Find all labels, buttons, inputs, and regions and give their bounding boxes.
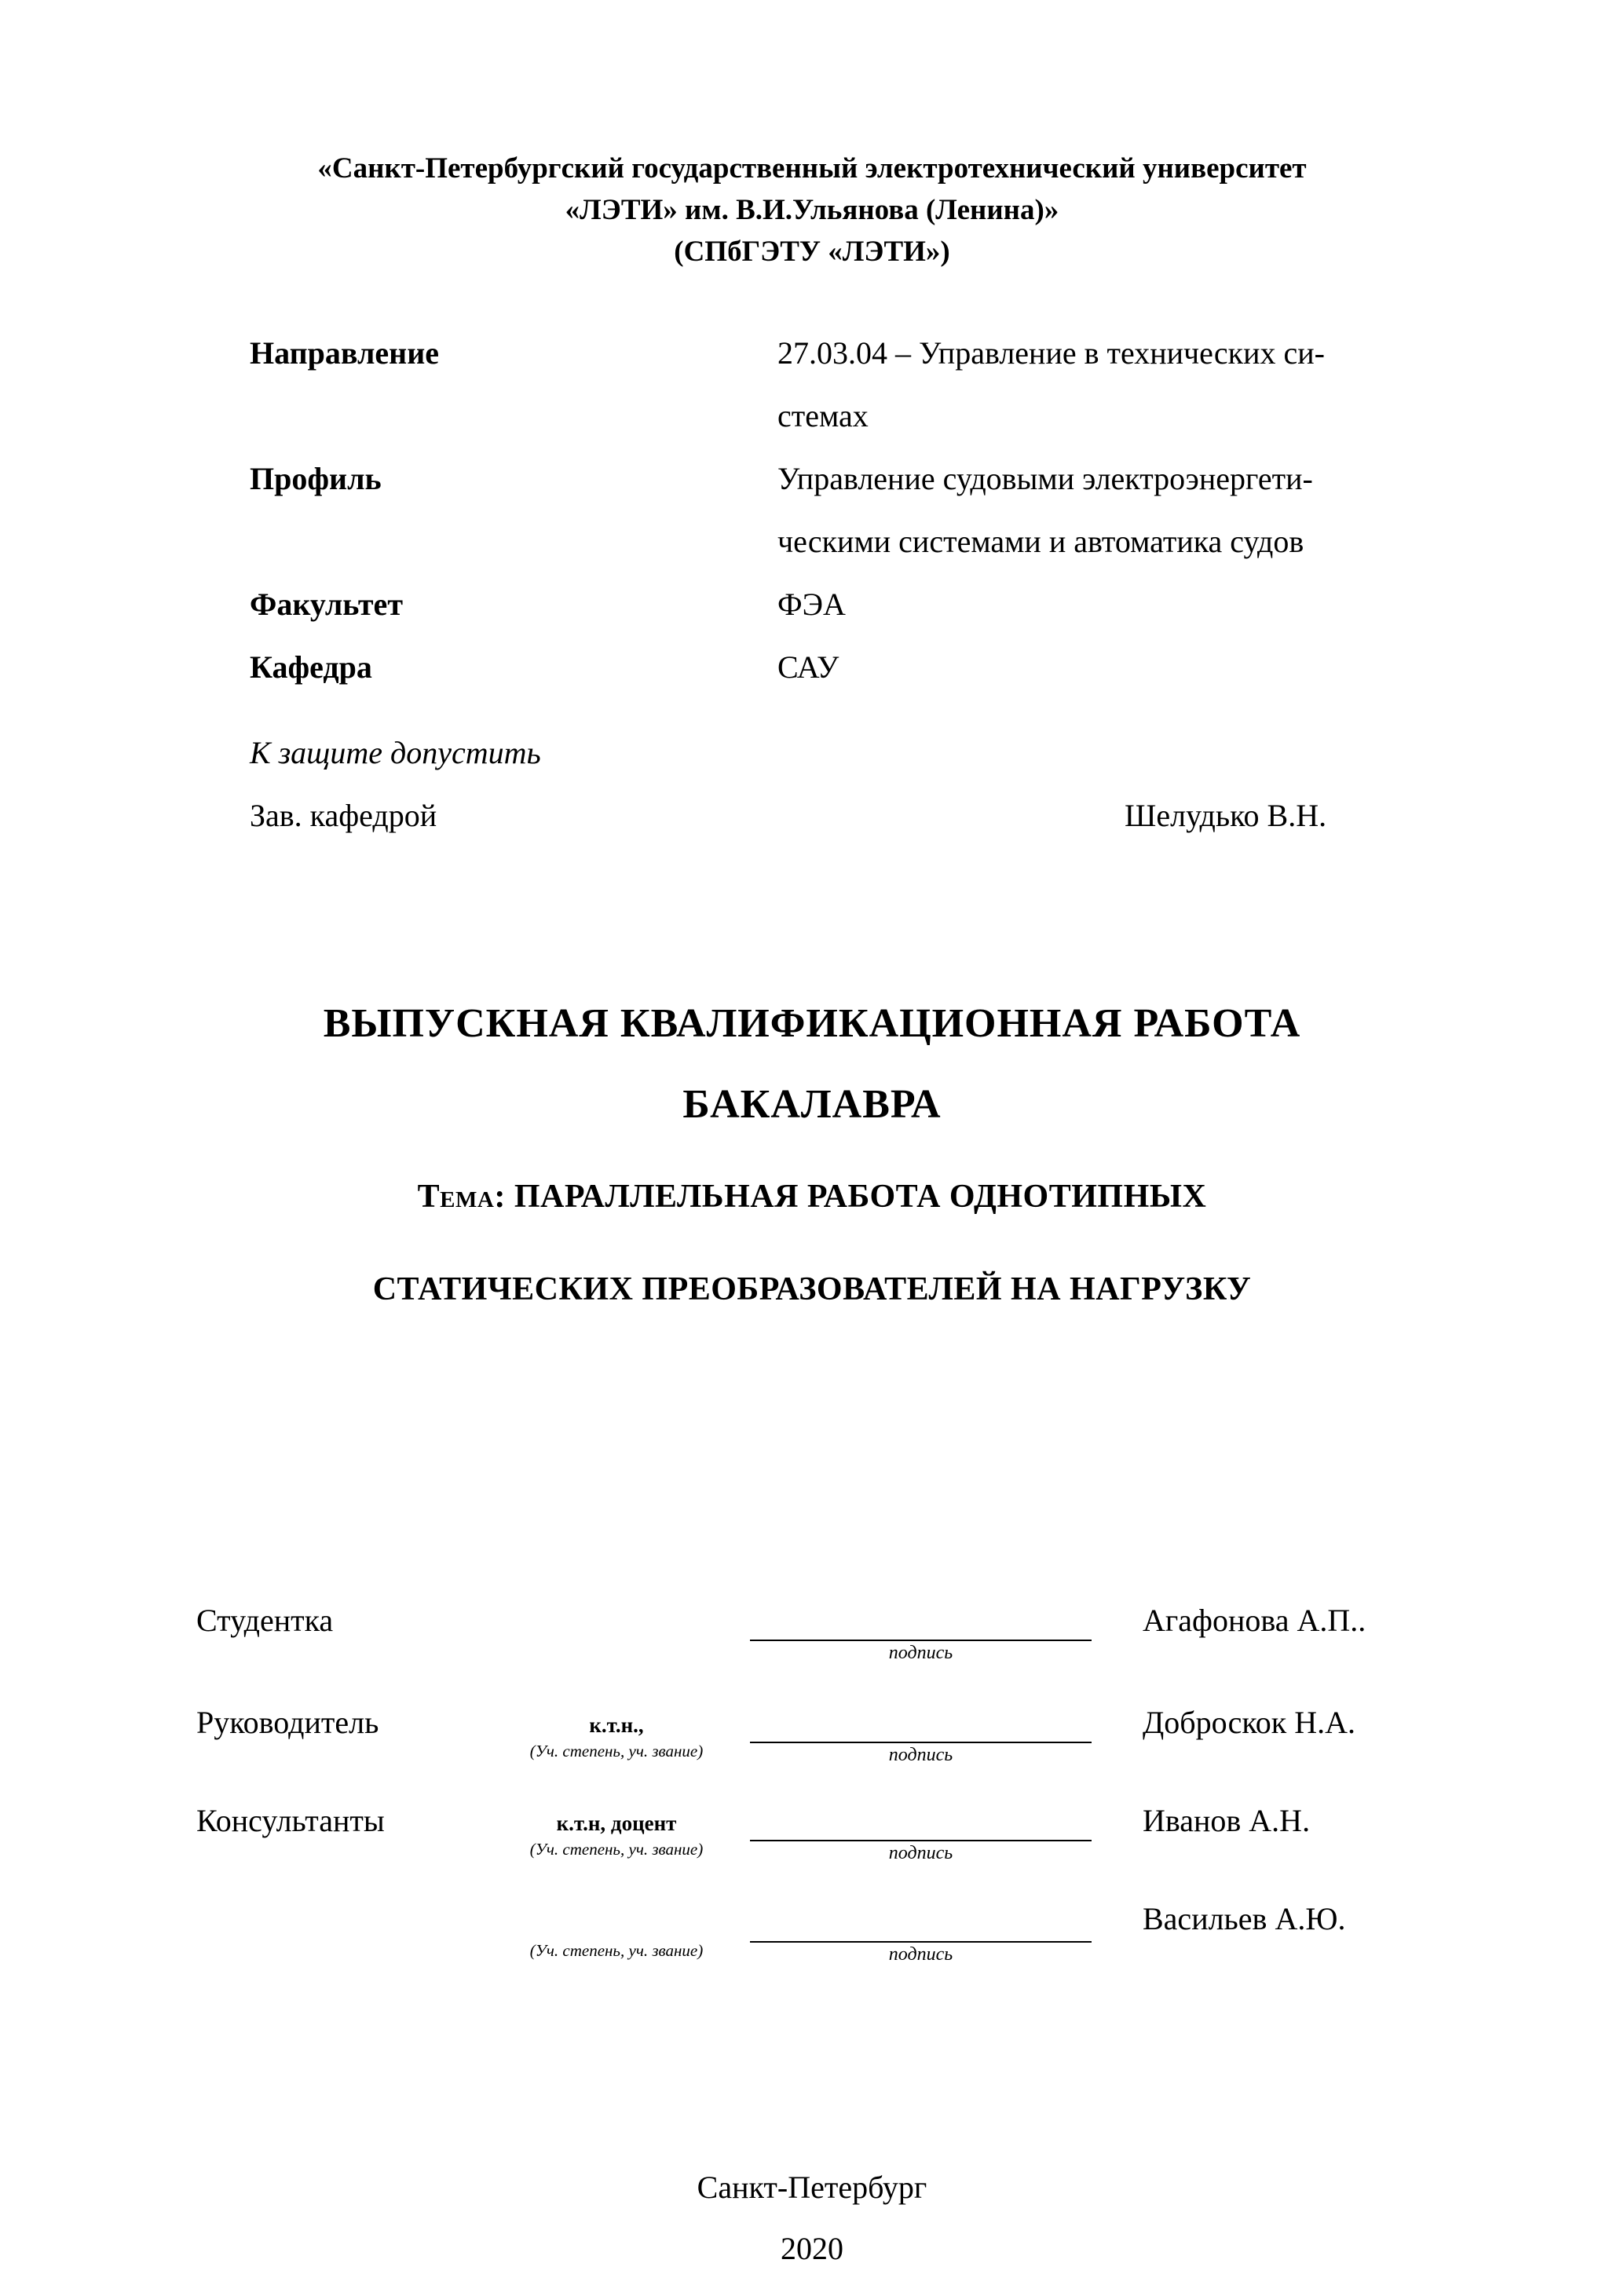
signature-degree-note-supervisor: (Уч. степень, уч. звание) bbox=[529, 1742, 704, 1760]
signature-name-student: Агафонова А.П.. bbox=[1143, 1603, 1366, 1638]
department-head-name: Шелудько В.Н. bbox=[1125, 798, 1327, 833]
signature-caption-supervisor: подпись bbox=[888, 1745, 953, 1765]
theme-line1 bbox=[0, 1178, 1624, 1216]
university-header-line2: «ЛЭТИ» им. В.И.Ульянова (Ленина)» bbox=[565, 194, 1059, 226]
signature-line-student bbox=[750, 1602, 1092, 1641]
field-value-direction bbox=[777, 322, 1453, 448]
university-header bbox=[0, 148, 1624, 272]
signature-degree-consultant1: к.т.н, доцент bbox=[556, 1812, 677, 1835]
signature-name-supervisor: Доброскок Н.А. bbox=[1143, 1705, 1355, 1740]
field-label-department: Кафедра bbox=[250, 649, 372, 685]
field-value-direction-line1: 27.03.04 – Управление в технических си- bbox=[777, 335, 1325, 371]
work-title bbox=[0, 983, 1624, 1145]
field-value-department-line1: САУ bbox=[777, 649, 839, 685]
signature-line-supervisor bbox=[750, 1704, 1092, 1743]
admission-note: К защите допустить bbox=[250, 735, 541, 770]
signature-line-consultant2 bbox=[750, 1903, 1092, 1943]
signature-caption-consultant1: подпись bbox=[888, 1843, 953, 1863]
field-value-faculty-line1: ФЭА bbox=[777, 587, 846, 622]
field-label-faculty: Факультет bbox=[250, 587, 403, 622]
theme-text-line1: ПАРАЛЛЕЛЬНАЯ РАБОТА ОДНОТИПНЫХ bbox=[514, 1179, 1207, 1215]
signature-role-consultants: Консультанты bbox=[196, 1803, 385, 1838]
university-header-line1: «Санкт-Петербургский государственный электротехнический университет bbox=[317, 152, 1307, 185]
department-head-label: Зав. кафедрой bbox=[250, 798, 437, 833]
field-value-department bbox=[777, 636, 1453, 699]
field-label-profile: Профиль bbox=[250, 461, 382, 496]
footer-year: 2020 bbox=[781, 2231, 843, 2266]
field-value-profile bbox=[777, 448, 1453, 573]
footer-city: Санкт-Петербург bbox=[697, 2170, 927, 2205]
theme-text-line2: СТАТИЧЕСКИХ ПРЕОБРАЗОВАТЕЛЕЙ НА НАГРУЗКУ bbox=[372, 1271, 1252, 1307]
signature-name-consultant1: Иванов А.Н. bbox=[1143, 1803, 1311, 1838]
signature-line-consultant1 bbox=[750, 1802, 1092, 1841]
work-title-line2: БАКАЛАВРА bbox=[682, 1082, 942, 1127]
signature-role-student: Студентка bbox=[196, 1603, 334, 1638]
university-header-line3: (СПбГЭТУ «ЛЭТИ») bbox=[674, 236, 950, 268]
signature-role-supervisor: Руководитель bbox=[196, 1705, 379, 1740]
field-value-profile-line2: ческими системами и автоматика судов bbox=[777, 524, 1304, 559]
signature-caption-student: подпись bbox=[888, 1643, 953, 1663]
signature-degree-note-consultant2: (Уч. степень, уч. звание) bbox=[529, 1941, 704, 1960]
field-value-faculty bbox=[777, 573, 1453, 636]
signature-degree-supervisor: к.т.н., bbox=[589, 1713, 644, 1737]
field-value-direction-line2: стемах bbox=[777, 398, 869, 433]
theme-prefix: Тема: bbox=[417, 1179, 506, 1215]
work-title-line1: ВЫПУСКНАЯ КВАЛИФИКАЦИОННАЯ РАБОТА bbox=[323, 1001, 1301, 1046]
signature-degree-note-consultant1: (Уч. степень, уч. звание) bbox=[529, 1840, 704, 1859]
field-value-profile-line1: Управление судовыми электроэнергети- bbox=[777, 461, 1313, 496]
signature-caption-consultant2: подпись bbox=[888, 1944, 953, 1965]
signature-name-consultant2: Васильев А.Ю. bbox=[1143, 1901, 1346, 1936]
field-label-direction: Направление bbox=[250, 335, 439, 371]
